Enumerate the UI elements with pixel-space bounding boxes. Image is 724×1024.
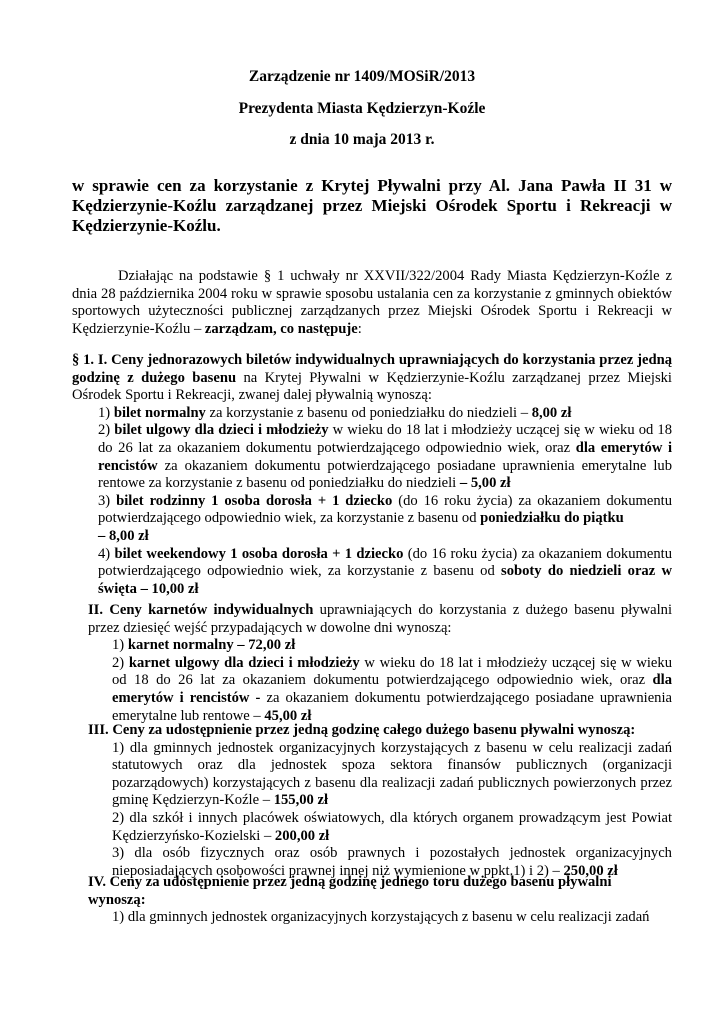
list-item: 1) dla gminnych jednostek organizacyjnych korzystających z basenu w celu realizacji zadań bbox=[112, 909, 650, 926]
price: 45,00 zł bbox=[264, 707, 312, 724]
ordinance-number: Zarządzenie nr 1409/MOSiR/2013 bbox=[248, 68, 476, 85]
price: – 8,00 zł bbox=[98, 527, 149, 544]
list-item: 2) dla szkół i innych placówek oświatowych, dla których organem prowadzącym jest Powiat Kędzierzyńsko-Kozielski – 200,00 zł bbox=[112, 809, 672, 844]
ordinance-subject: w sprawie cen za korzystanie z Krytej Pływalni przy Al. Jana Pawła II 31 w Kędzierzynie-Koźlu zarządzanej przez Miejski Ośrodek Sportu i Rekreacji w Kędzierzynie-Koźlu. bbox=[72, 176, 672, 235]
price: – 72,00 zł bbox=[233, 637, 296, 654]
section-3-heading: III. Ceny za udostępnienie przez jedną godzinę całego dużego basenu pływalni wynoszą: bbox=[88, 722, 636, 738]
section-1 bbox=[72, 352, 672, 598]
price: – 10,00 zł bbox=[136, 580, 199, 597]
list-item: 3) bilet rodzinny 1 osoba dorosła + 1 dziecko (do 16 roku życia) za okazaniem dokumentu potwierdzającego odpowiednio wiek, za korzystanie z basenu od poniedziałku do piątku – 8,00 zł bbox=[98, 492, 673, 544]
list-item: 2) bilet ulgowy dla dzieci i młodzieży w wieku do 18 lat i młodzieży uczącej się w wieku od 18 do 26 lat za okazaniem dokumentu potwierdzającego odpowiednio wiek, oraz dla emerytów i rencistów za okazaniem dokumentu potwierdzającego posiadane uprawnienia emerytalne lub rentowe za korzystanie z basenu od poniedziałku do niedzieli – 5,00 zł bbox=[98, 422, 673, 492]
preamble-decree: zarządzam, co następuje bbox=[204, 320, 358, 337]
section-4-heading: IV. Ceny za udostępnienie przez jedną godzinę jednego toru dużego basenu pływalni wynoszą: bbox=[88, 874, 612, 908]
section-2 bbox=[72, 602, 672, 725]
list-item: 1) dla gminnych jednostek organizacyjnych korzystających z basenu w celu realizacji zadań statutowych oraz dla jednostek spoza sektora finansów publicznych (organizacji pozarządowych) korzystających z basenu dla realizacji zadań publicznych powierzonych przez gminę Kędzierzyn-Koźle – 155,00 zł bbox=[112, 739, 672, 809]
preamble-text: Działając na podstawie § 1 uchwały nr XXVII/322/2004 Rady Miasta Kędzierzyn-Koźle z dnia 28 października 2004 roku w sprawie sposobu ustalania cen za korzystanie z gminnych obiektów sportowych użyteczności publicznej zarządzanych przez Miejski Ośrodek Sportu i Rekreacji w Kędzierzynie-Koźlu – bbox=[72, 268, 672, 337]
list-item: 1) bilet normalny za korzystanie z basenu od poniedziałku do niedzieli – 8,00 zł bbox=[98, 404, 572, 421]
price: 250,00 zł bbox=[563, 862, 618, 879]
price: 155,00 zł bbox=[273, 792, 329, 809]
section-2-heading: II. Ceny karnetów indywidualnych bbox=[88, 602, 314, 618]
list-item: 1) karnet normalny – 72,00 zł bbox=[112, 637, 296, 654]
list-item: 3) dla osób fizycznych oraz osób prawnych i pozostałych jednostek organizacyjnych nieposiadających osobowości prawnej innej niż wymienione w ppkt.1) i 2) – 250,00 zł bbox=[112, 845, 672, 879]
section-1-heading: § 1. I. Ceny jednorazowych biletów indywidualnych uprawniających do korzystania przez jedną godzinę z dużego basenu bbox=[72, 352, 672, 386]
ordinance-date: z dnia 10 maja 2013 r. bbox=[289, 131, 435, 148]
section-2-intro: II. Ceny karnetów indywidualnych uprawniających do korzystania z dużego basenu pływalni przez dziesięć wejść przypadających w dowolne dni wynoszą: bbox=[88, 602, 672, 636]
issuer-title: Prezydenta Miasta Kędzierzyn-Koźle bbox=[238, 100, 486, 117]
price: 200,00 zł bbox=[274, 827, 330, 844]
section-4 bbox=[72, 874, 672, 927]
list-item: 2) karnet ulgowy dla dzieci i młodzieży w wieku do 18 lat i młodzieży uczącej się w wieku od 18 do 26 lat za okazaniem dokumentu potwierdzającego odpowiednio wiek, oraz dla emerytów i rencistów - za okazaniem dokumentu potwierdzającego posiadane uprawnienia emerytalne lub rentowe – 45,00 zł bbox=[112, 654, 672, 724]
section-1-intro: § 1. I. Ceny jednorazowych biletów indywidualnych uprawniających do korzystania przez jedną godzinę z dużego basenu na Krytej Pływalni w Kędzierzynie-Koźlu zarządzanej przez Miejski Ośrodek Sportu i Rekreacji, zwanej dalej pływalnią wynoszą: bbox=[72, 352, 672, 404]
list-item: 4) bilet weekendowy 1 osoba dorosła + 1 dziecko (do 16 roku życia) za okazaniem dokumentu potwierdzającego odpowiednio wiek, za korzystanie z basenu od soboty do niedzieli oraz w święta – 10,00 zł bbox=[98, 545, 673, 597]
section-3 bbox=[72, 722, 672, 880]
preamble: Działając na podstawie § 1 uchwały nr XXVII/322/2004 Rady Miasta Kędzierzyn-Koźle z dnia 28 października 2004 roku w sprawie sposobu ustalania cen za korzystanie z gminnych obiektów sportowych użyteczności publicznej zarządzanych przez Miejski Ośrodek Sportu i Rekreacji w Kędzierzynie-Koźlu – zarządzam, co następuje: bbox=[72, 268, 672, 337]
price: 8,00 zł bbox=[531, 404, 572, 421]
price: – 5,00 zł bbox=[459, 475, 511, 492]
